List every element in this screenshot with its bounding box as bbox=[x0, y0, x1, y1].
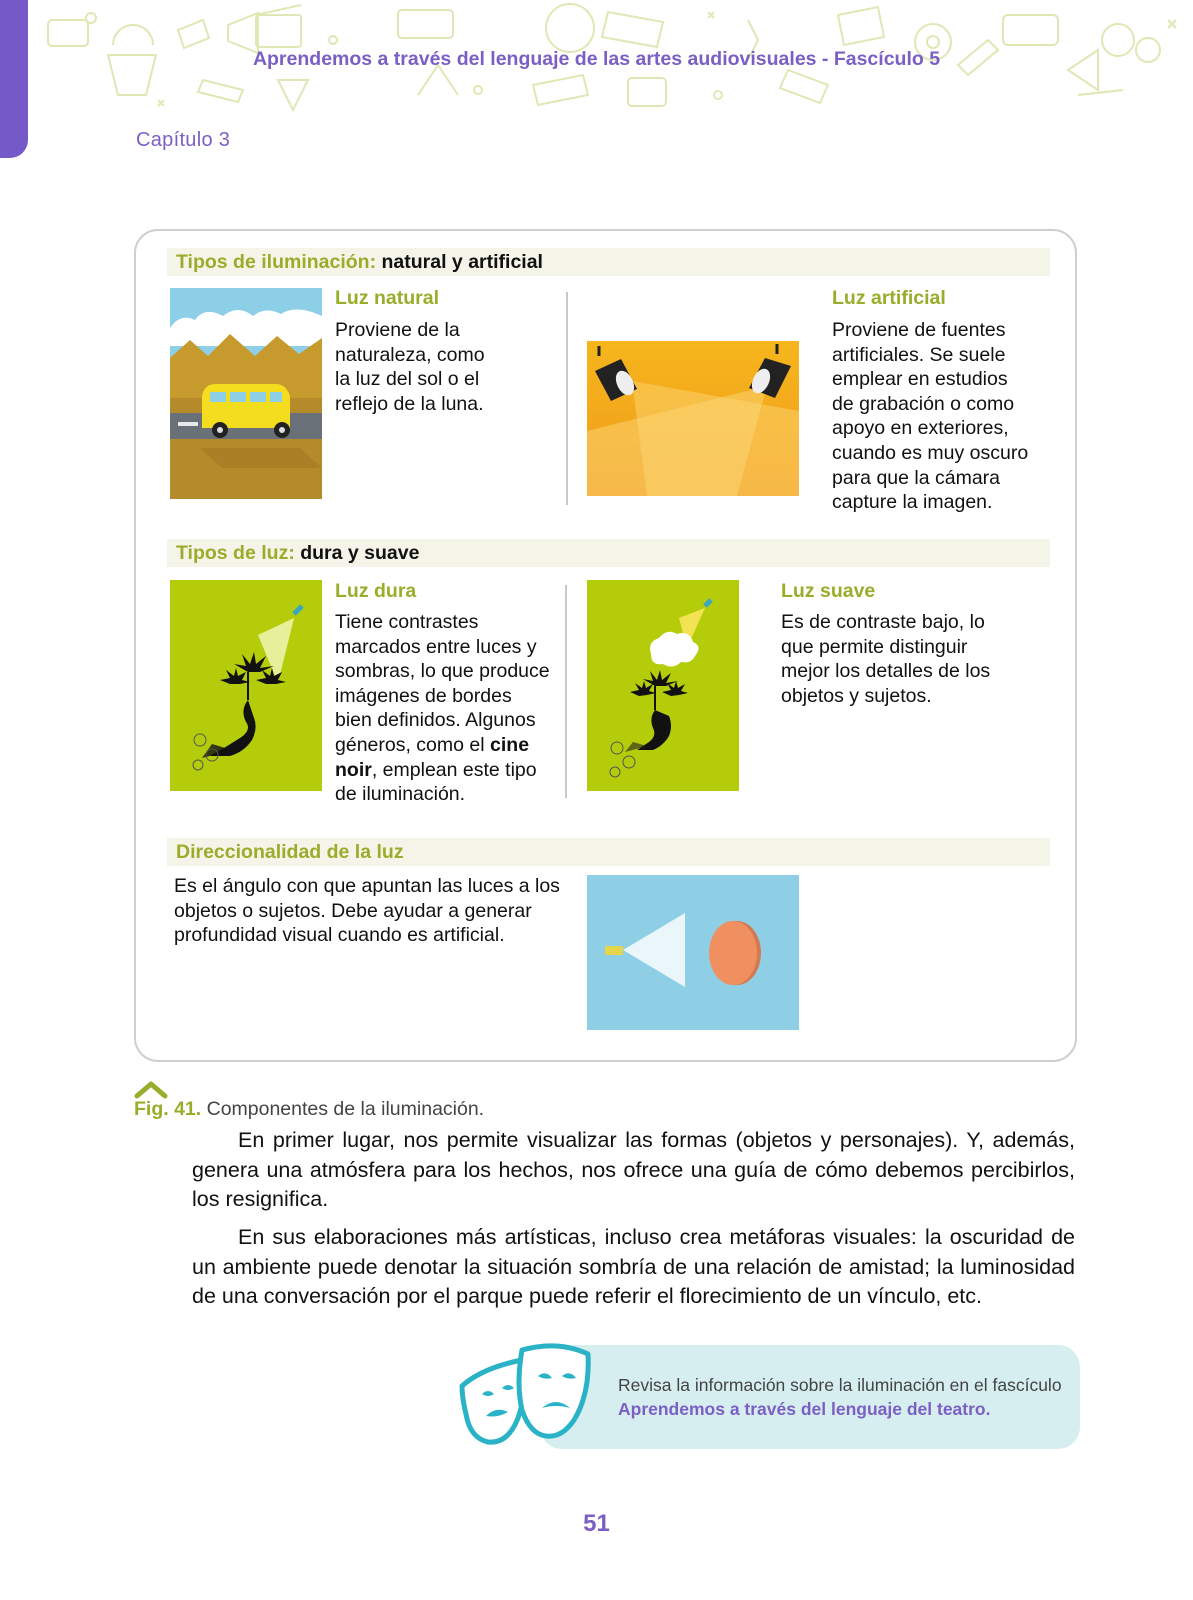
section-title-green: Tipos de luz: bbox=[176, 542, 295, 564]
divider bbox=[566, 292, 568, 505]
note-text: Revisa la información sobre la iluminación en el fascículo Aprendemos a través del lenguaje del teatro. bbox=[618, 1375, 1062, 1419]
section-bar-light-types bbox=[167, 539, 1050, 567]
artificial-light-illustration bbox=[587, 341, 799, 496]
natural-light-illustration bbox=[170, 288, 322, 499]
natural-light-text: Proviene de la naturaleza, como la luz del sol o el reflejo de la luna. bbox=[335, 319, 485, 415]
soft-light-text: Es de contraste bajo, lo que permite distinguir mejor los detalles de los objetos y sujetos. bbox=[781, 611, 991, 707]
hard-light-illustration bbox=[170, 580, 322, 791]
directionality-illustration bbox=[587, 875, 799, 1030]
note-link[interactable]: Aprendemos a través del lenguaje del teatro. bbox=[618, 1398, 991, 1419]
body-paragraph-2: En sus elaboraciones más artísticas, incluso crea metáforas visuales: la oscuridad de un ambiente puede denotar la situación sombría de una relación de amistad; la luminosidad de una conversación por el parque puede referir el florecimiento de un vínculo, etc. bbox=[192, 1225, 1075, 1308]
divider bbox=[565, 585, 567, 798]
hard-light-heading: Luz dura bbox=[335, 580, 417, 602]
up-arrow-icon bbox=[133, 1080, 169, 1100]
directionality-text: Es el ángulo con que apuntan las luces a los objetos o sujetos. Debe ayudar a generar profundidad visual cuando es artificial. bbox=[174, 875, 560, 947]
section-title-black: dura y suave bbox=[300, 542, 420, 564]
fascicle-title: Aprendemos a través del lenguaje de las artes audiovisuales - Fascículo 5 bbox=[252, 48, 941, 70]
section-title-green: Tipos de iluminación: bbox=[176, 251, 377, 273]
section-title-green: Direccionalidad de la luz bbox=[176, 841, 404, 863]
natural-light-heading: Luz natural bbox=[335, 287, 440, 309]
page-number: 51 bbox=[583, 1510, 610, 1537]
chapter-label: Capítulo 3 bbox=[136, 129, 231, 151]
figure-caption: Fig. 41. Componentes de la iluminación. bbox=[134, 1098, 485, 1120]
artificial-light-heading: Luz artificial bbox=[832, 287, 946, 309]
hard-light-text: Tiene contrastes marcados entre luces y sombras, lo que produce imágenes de bordes bien definidos. Algunos géneros, como el cine noir, emplean este tipo de iluminación. bbox=[335, 611, 550, 806]
section-bar-directionality bbox=[167, 838, 1050, 866]
soft-light-heading: Luz suave bbox=[781, 580, 876, 602]
theater-masks-icon bbox=[456, 1336, 606, 1456]
chapter-tab bbox=[0, 0, 28, 158]
section-bar-lighting-types bbox=[167, 248, 1050, 276]
artificial-light-text: Proviene de fuentes artificiales. Se suele emplear en estudios de grabación o como apoyo en exteriores, cuando es muy oscuro para que la cámara capture la imagen. bbox=[832, 319, 1029, 514]
section-title-black: natural y artificial bbox=[381, 251, 543, 273]
body-paragraph-1: En primer lugar, nos permite visualizar las formas (objetos y personajes). Y, además, genera una atmósfera para los hechos, nos ofrece una guía de cómo debemos percibirlos, los resignifica. bbox=[192, 1128, 1075, 1211]
soft-light-illustration bbox=[587, 580, 739, 791]
